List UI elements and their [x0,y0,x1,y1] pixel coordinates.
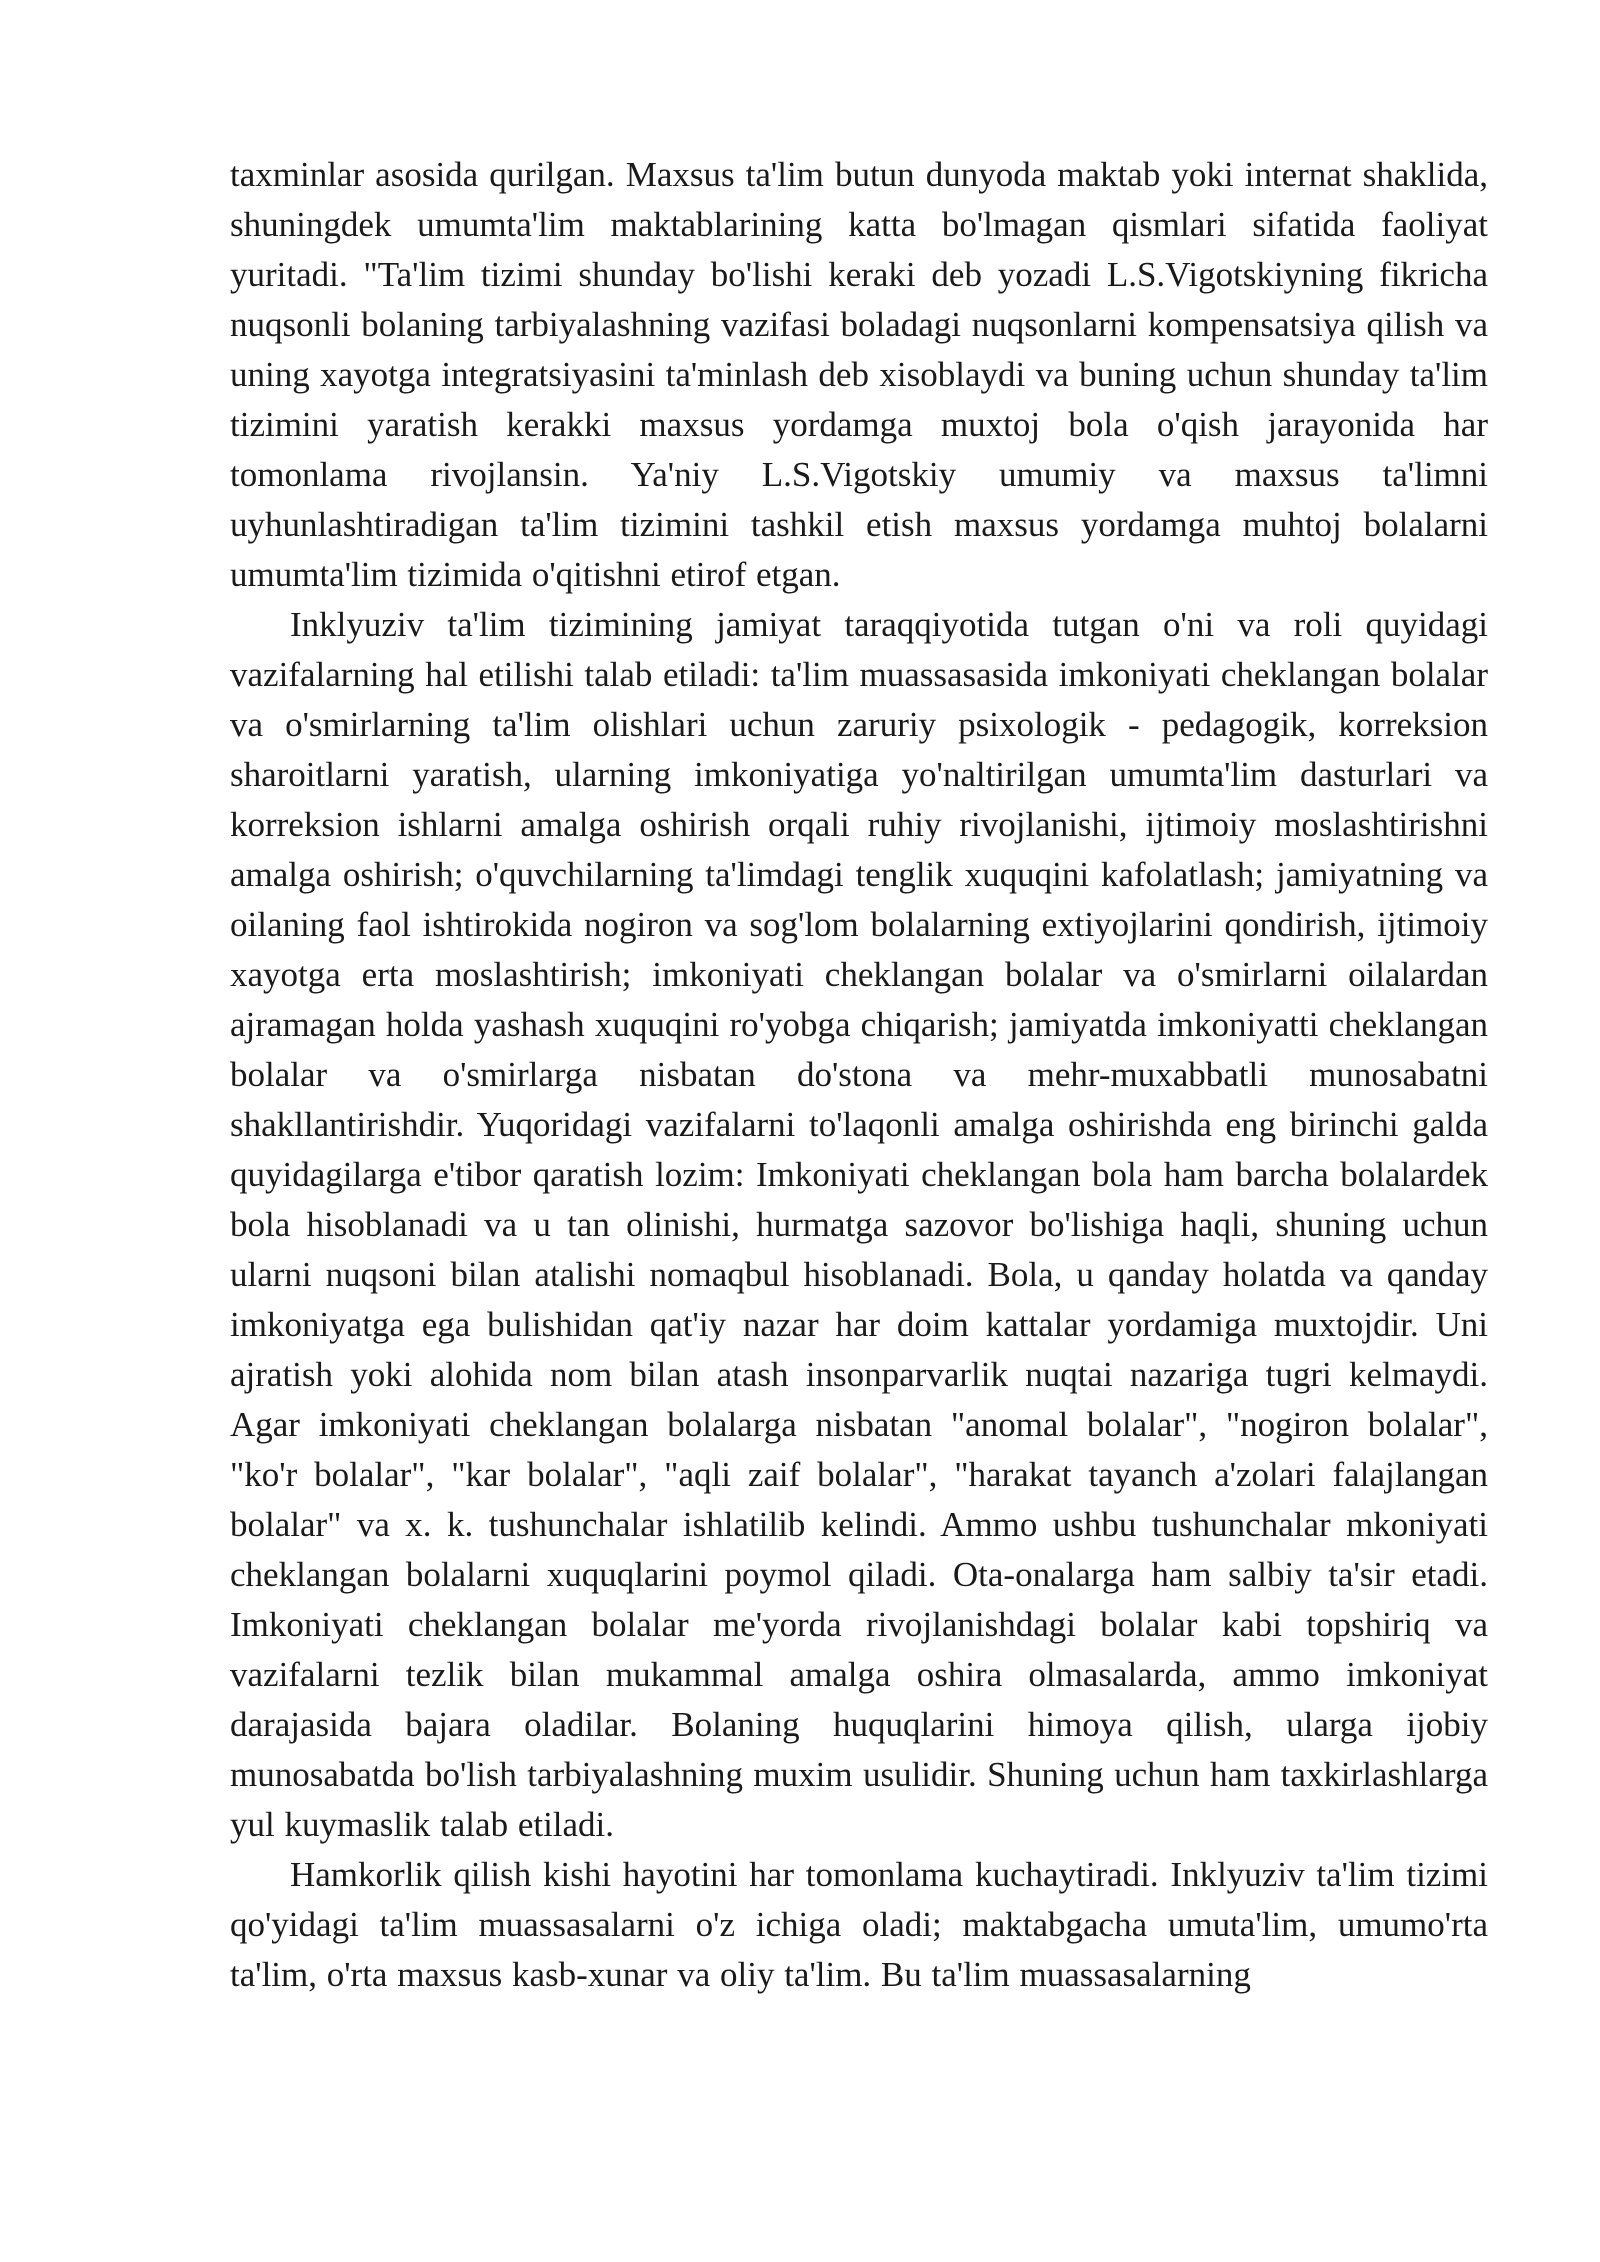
paragraph-continuation: taxminlar asosida qurilgan. Maxsus ta'lim butun dunyoda maktab yoki internat shaklida, shuningdek umumta'lim maktablarining katta bo'lmagan qismlari sifatida faoliyat yuritadi. "Ta'lim tizimi shunday bo'lishi keraki deb yozadi L.S.Vigotskiyning fikricha nuqsonli bolaning tarbiyalashning vazifasi boladagi nuqsonlarni kompensatsiya qilish va uning xayotga integratsiyasini ta'minlash deb xisoblaydi va buning uchun shunday ta'lim tizimini yaratish kerakki maxsus yordamga muxtoj bola o'qish jarayonida har tomonlama rivojlansin. Ya'niy L.S.Vigotskiy umumiy va maxsus ta'limni uyhunlashtiradigan ta'lim tizimini tashkil etish maxsus yordamga muhtoj bolalarni umumta'lim tizimida o'qitishni etirof etgan. [230,155,1488,594]
body-text [230,150,1488,2000]
paragraph-inclusive-education-tasks: Inklyuziv ta'lim tizimining jamiyat taraqqiyotida tutgan o'ni va roli quyidagi vazifalarning hal etilishi talab etiladi: ta'lim muassasasida imkoniyati cheklangan bolalar va o'smirlarning ta'lim olishlari uchun zaruriy psixologik - pedagogik, korreksion sharoitlarni yaratish, ularning imkoniyatiga yo'naltirilgan umumta'lim dasturlari va korreksion ishlarni amalga oshirish orqali ruhiy rivojlanishi, ijtimoiy moslashtirishni amalga oshirish; o'quvchilarning ta'limdagi tenglik xuquqini kafolatlash; jamiyatning va oilaning faol ishtirokida nogiron va sog'lom bolalarning extiyojlarini qondirish, ijtimoiy xayotga erta moslashtirish; imkoniyati cheklangan bolalar va o'smirlarni oilalardan ajramagan holda yashash xuquqini ro'yobga chiqarish; jamiyatda imkoniyatti cheklangan bolalar va o'smirlarga nisbatan do'stona va mehr-muxabbatli munosabatni shakllantirishdir. Yuqoridagi vazifalarni to'laqonli amalga oshirishda eng birinchi galda quyidagilarga e'tibor qaratish lozim: Imkoniyati cheklangan bola ham barcha bolalardek bola hisoblanadi va u tan olinishi, hurmatga sazovor bo'lishiga haqli, shuning uchun ularni nuqsoni bilan atalishi nomaqbul hisoblanadi. Bola, u qanday holatda va qanday imkoniyatga ega bulishidan qat'iy nazar har doim kattalar yordamiga muxtojdir. Uni ajratish yoki alohida nom bilan atash insonparvarlik nuqtai nazariga tugri kelmaydi. Agar imkoniyati cheklangan bolalarga nisbatan "anomal bolalar", "nogiron bolalar", "ko'r bolalar", "kar bolalar", "aqli zaif bolalar", "harakat tayanch a'zolari falajlangan bolalar" va x. k. tushunchalar ishlatilib kelindi. Ammo ushbu tushunchalar mkoniyati cheklangan bolalarni xuquqlarini poymol qiladi. Ota-onalarga ham salbiy ta'sir etadi. Imkoniyati cheklangan bolalar me'yorda rivojlanishdagi bolalar kabi topshiriq va vazifalarni tezlik bilan mukammal amalga oshira olmasalarda, ammo imkoniyat darajasida bajara oladilar. Bolaning huquqlarini himoya qilish, ularga ijobiy munosabatda bo'lish tarbiyalashning muxim usulidir. Shuning uchun ham taxkirlashlarga yul kuymaslik talab etiladi. [230,605,1488,1844]
paragraph-cooperation: Hamkorlik qilish kishi hayotini har tomonlama kuchaytiradi. Inklyuziv ta'lim tizimi qo'yidagi ta'lim muassasalarni o'z ichiga oladi; maktabgacha umuta'lim, umumo'rta ta'lim, o'rta maxsus kasb-xunar va oliy ta'lim. Bu ta'lim muassasalarning [230,1855,1488,1994]
